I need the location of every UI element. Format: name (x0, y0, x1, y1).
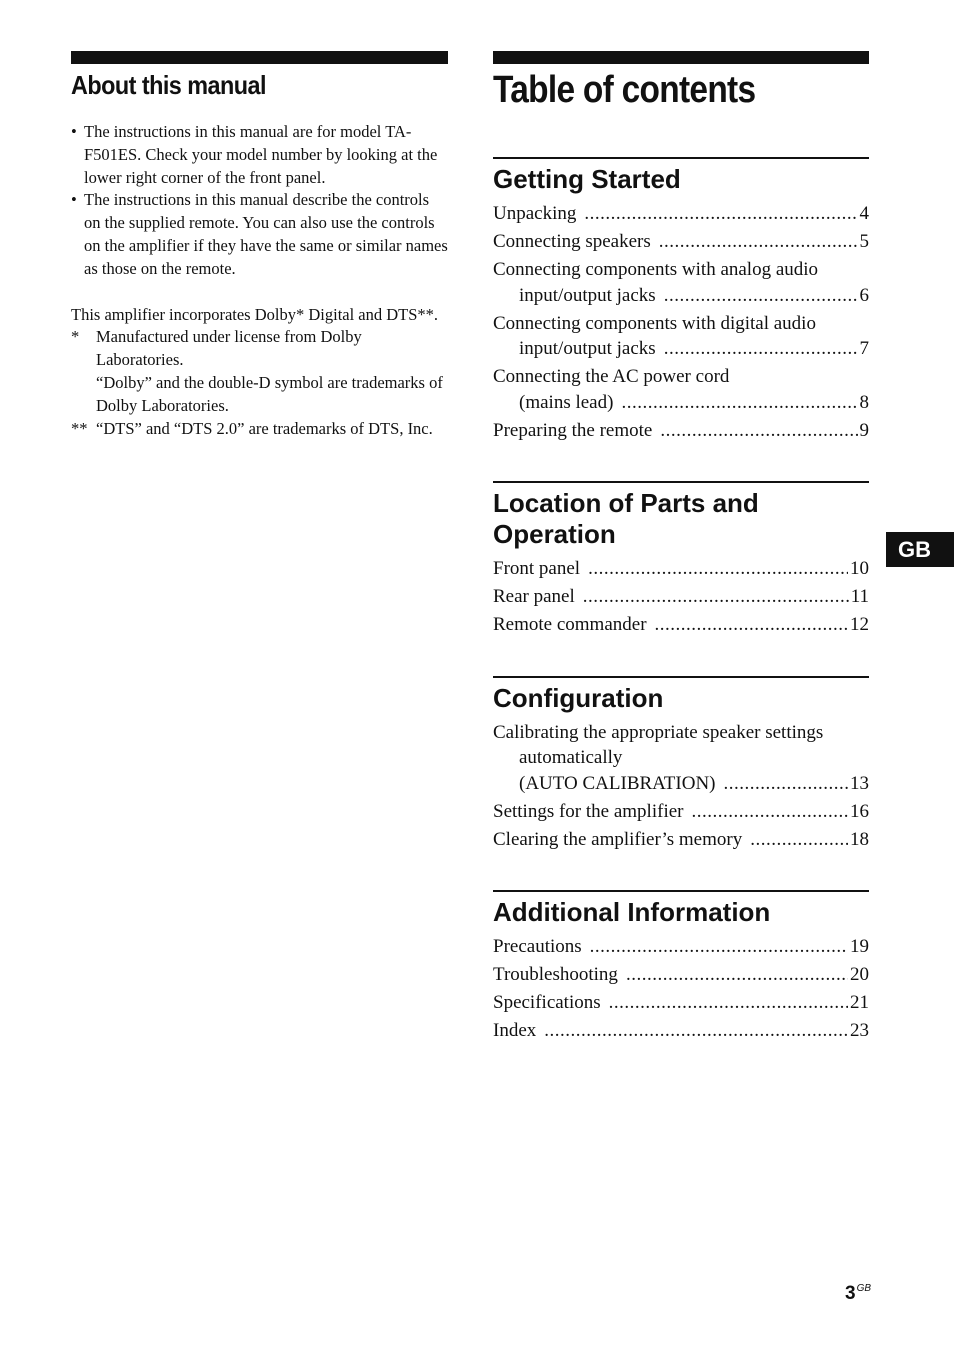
toc-entry[interactable] (493, 962, 869, 988)
bullet-item: • The instructions in this manual are for model TA-F501ES. Check your model number by looking at the lower right corner of the front panel. (71, 121, 448, 189)
toc-page-number: 12 (850, 614, 869, 635)
section-rule (493, 676, 869, 678)
toc-entry[interactable] (493, 934, 869, 960)
toc-page-number: 10 (850, 558, 869, 579)
toc-entry-line (493, 745, 869, 771)
footnote-mark: * (71, 327, 80, 347)
toc-entry[interactable] (493, 201, 869, 227)
toc-entry[interactable] (493, 612, 869, 638)
toc-top-rule (493, 51, 869, 64)
footnote-mark: ** (71, 418, 88, 438)
toc-entry-title: Remote commander (493, 614, 647, 635)
toc-page-number: 9 (859, 419, 869, 441)
toc-entry[interactable] (493, 799, 869, 825)
bullet-item: • The instructions in this manual describe the controls on the supplied remote. You can also use the controls on the amplifier if they have the same or similar names as those on the remote. (71, 189, 448, 280)
toc-entry[interactable] (493, 418, 869, 444)
toc-entry-line (493, 336, 869, 362)
toc-entry-title: input/output jacks (519, 338, 656, 359)
toc-entry[interactable] (493, 584, 869, 610)
section-heading: Additional Information (493, 897, 771, 927)
toc-entry-title: Index (493, 1020, 537, 1041)
leader-dots (660, 418, 857, 444)
leader-dots (583, 584, 849, 610)
toc-page-number: 20 (850, 964, 869, 985)
about-title: About this manual (71, 70, 266, 100)
toc-entry-title: Clearing the amplifier’s memory (493, 828, 743, 850)
toc-page-number: 16 (850, 800, 869, 822)
toc-entry-title: Troubleshooting (493, 964, 618, 985)
toc-page-number: 5 (859, 231, 869, 252)
toc-entry-line (493, 934, 869, 960)
page-number-suffix: GB (856, 1283, 872, 1294)
footnote-text-2: “Dolby” and the double-D symbol are trademarks of Dolby Laboratories. (96, 372, 443, 415)
toc-entry[interactable] (493, 827, 869, 853)
toc-entry-line (493, 311, 869, 337)
leader-dots (588, 556, 848, 582)
toc-section (493, 157, 869, 443)
toc-entry-title: Specifications (493, 992, 601, 1013)
section-rule (493, 890, 869, 892)
toc-entry-title: Settings for the amplifier (493, 800, 684, 822)
toc-entry[interactable] (493, 364, 869, 415)
about-top-rule (71, 51, 448, 64)
footnote-text: “DTS” and “DTS 2.0” are trademarks of DTS, Inc. (96, 418, 433, 438)
toc-entry[interactable] (493, 229, 869, 255)
toc-entry-line (493, 612, 869, 638)
page-number-value: 3 (845, 1283, 856, 1304)
about-paragraph: This amplifier incorporates Dolby* Digital and DTS**. (71, 304, 439, 324)
toc-page-number: 23 (850, 1020, 869, 1041)
toc-entry-line (493, 827, 869, 853)
footnotes (71, 326, 448, 440)
leader-dots (584, 201, 857, 227)
toc-entry-line (493, 556, 869, 582)
page-number (845, 1283, 871, 1305)
toc-page-number: 11 (850, 586, 869, 607)
footnote (71, 418, 448, 441)
toc-entry-line (493, 720, 869, 746)
toc-entry[interactable] (493, 1018, 869, 1044)
about-column (71, 51, 448, 440)
toc-entry[interactable] (493, 990, 869, 1016)
toc-entry-title: input/output jacks (519, 284, 656, 306)
toc-entry-title: Connecting speakers (493, 231, 651, 252)
toc-entry-line (493, 283, 869, 309)
leader-dots (664, 283, 858, 309)
toc-entry[interactable] (493, 257, 869, 308)
toc-entry-line (493, 771, 869, 797)
section-rule (493, 481, 869, 483)
toc-entry-title: (AUTO CALIBRATION) (519, 772, 716, 794)
toc-page-number: 18 (850, 828, 869, 850)
toc-section (493, 481, 869, 638)
toc-entry-title: automatically (519, 747, 623, 768)
footnote-text: Manufactured under license from Dolby Laboratories. (96, 327, 362, 370)
toc-entry[interactable] (493, 311, 869, 362)
leader-dots (626, 962, 848, 988)
toc-entry-line (493, 584, 869, 610)
leader-dots (609, 990, 848, 1016)
toc-entry-line (493, 229, 869, 255)
toc-page-number: 8 (859, 391, 869, 413)
footnote (71, 326, 448, 417)
about-bullets (71, 121, 448, 281)
toc-entry-line (493, 990, 869, 1016)
toc-page-number: 7 (859, 338, 869, 359)
toc-entry[interactable] (493, 556, 869, 582)
toc-sections (493, 157, 869, 1044)
toc-section (493, 890, 869, 1044)
toc-entry-title: Front panel (493, 558, 581, 579)
section-heading: Location of Parts and Operation (493, 488, 759, 549)
toc-entry-title: Precautions (493, 936, 582, 957)
language-tab: GB (886, 532, 954, 567)
leader-dots (544, 1018, 848, 1044)
leader-dots (659, 229, 858, 255)
toc-entry-title: Rear panel (493, 586, 575, 607)
toc-section (493, 676, 869, 853)
toc-entry-title: Connecting the AC power cord (493, 366, 730, 387)
leader-dots (664, 336, 858, 362)
toc-entry-title: Unpacking (493, 203, 577, 224)
leader-dots (691, 799, 848, 825)
toc-page-number: 19 (850, 936, 869, 957)
section-heading: Getting Started (493, 164, 681, 194)
toc-page-number: 13 (850, 772, 869, 794)
toc-entry-line (493, 364, 869, 390)
leader-dots (750, 827, 848, 853)
toc-entry-title: (mains lead) (519, 391, 614, 413)
toc-entry-line (493, 1018, 869, 1044)
toc-entry-title: Connecting components with digital audio (493, 312, 816, 334)
toc-title: Table of contents (493, 69, 756, 111)
leader-dots (590, 934, 848, 960)
toc-entry-line (493, 257, 869, 283)
toc-entry-title: Calibrating the appropriate speaker settings (493, 721, 824, 743)
toc-entry-title: Connecting components with analog audio (493, 259, 819, 280)
toc-entry-line (493, 390, 869, 416)
toc-entry[interactable] (493, 720, 869, 797)
toc-entry-line (493, 201, 869, 227)
toc-page-number: 21 (850, 992, 869, 1013)
section-rule (493, 157, 869, 159)
toc-page-number: 6 (859, 284, 869, 306)
leader-dots (621, 390, 857, 416)
toc-page-number: 4 (859, 203, 869, 224)
leader-dots (655, 612, 848, 638)
toc-entry-line (493, 962, 869, 988)
section-heading: Configuration (493, 682, 664, 713)
toc-entry-title: Preparing the remote (493, 419, 653, 441)
toc-entry-line (493, 418, 869, 444)
toc-entry-line (493, 799, 869, 825)
toc-column (493, 51, 869, 1044)
leader-dots (724, 771, 849, 797)
